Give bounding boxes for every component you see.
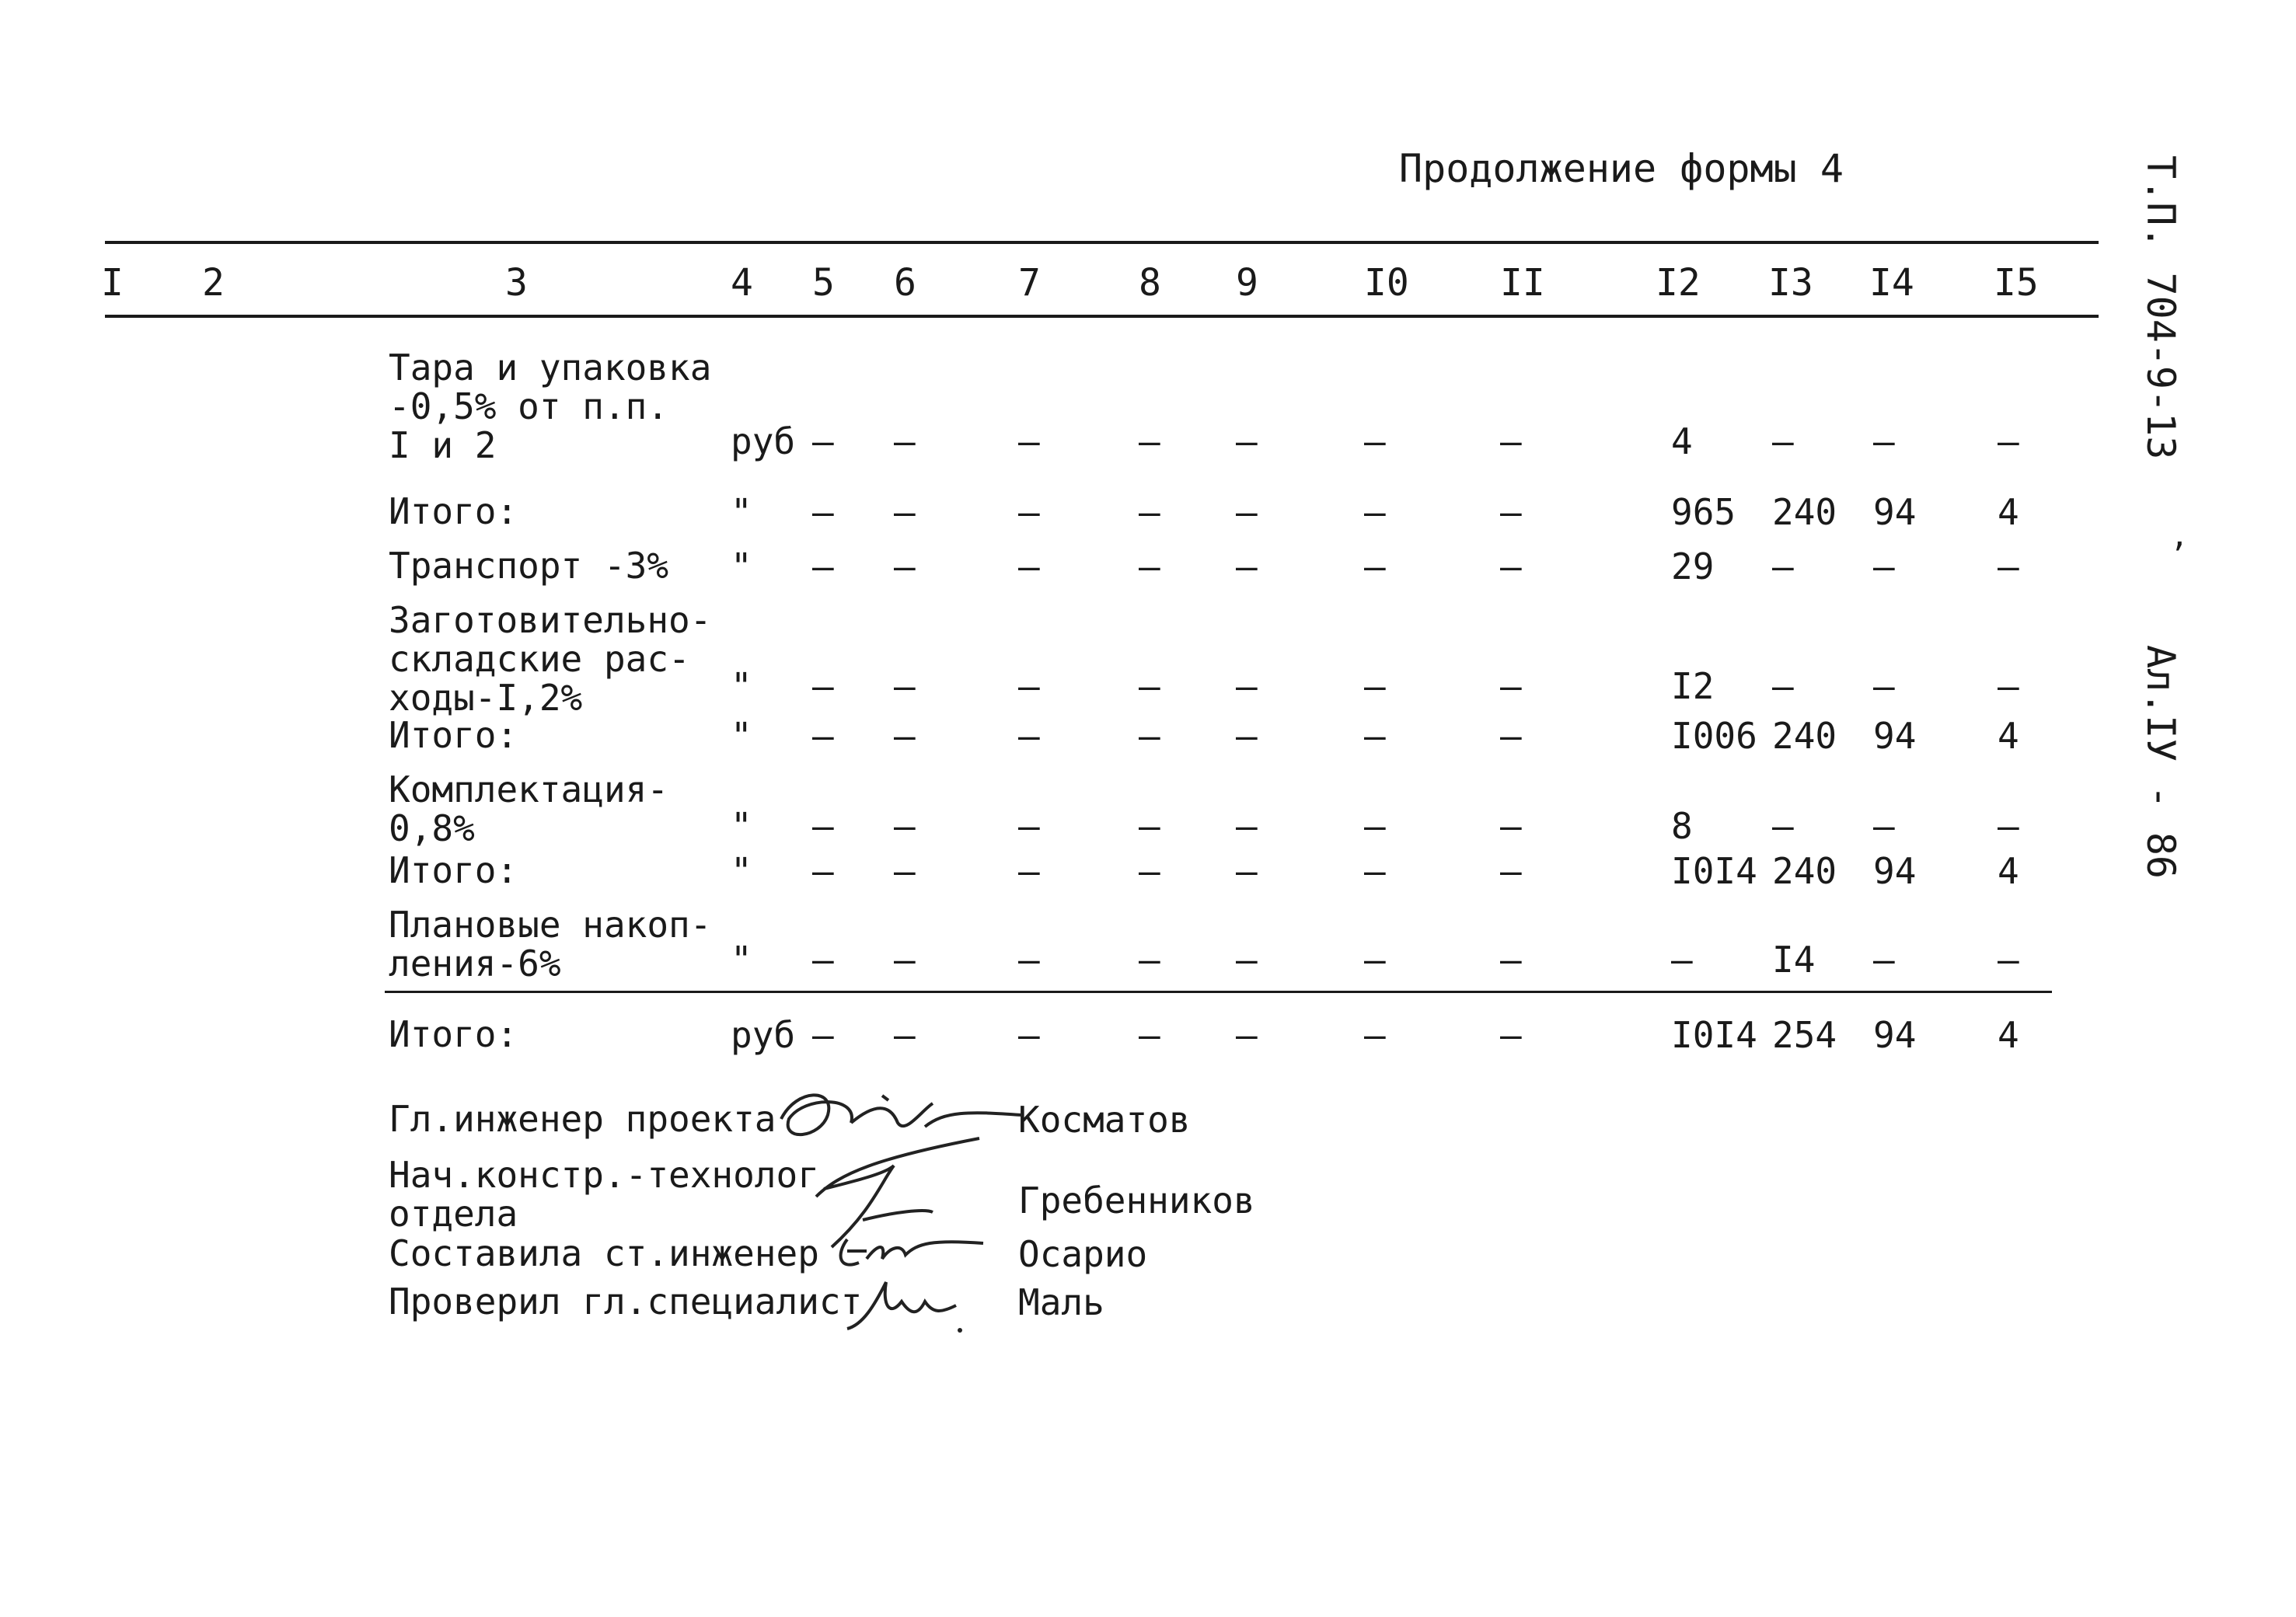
table-row-0-unit: руб bbox=[731, 420, 796, 462]
table-row-5-c12: 8 bbox=[1671, 805, 1693, 847]
column-number: 6 bbox=[894, 261, 916, 305]
table-row-0-c14: – bbox=[1873, 420, 1895, 462]
table-row-5-c14: – bbox=[1873, 805, 1895, 847]
table-row-0-c5: – bbox=[812, 420, 834, 462]
table-row-6-c15: 4 bbox=[1998, 850, 2019, 892]
signature-role-1: Нач.констр.-технолог отдела bbox=[389, 1154, 819, 1235]
table-row-1-c8: – bbox=[1139, 491, 1160, 533]
table-row-6-c6: – bbox=[894, 850, 916, 892]
table-row-5-c11: – bbox=[1500, 805, 1522, 847]
table-row-1-c14: 94 bbox=[1873, 491, 1917, 533]
table-row-2-c15: – bbox=[1998, 545, 2019, 587]
table-row-2-c11: – bbox=[1500, 545, 1522, 587]
table-row-2-unit: " bbox=[731, 545, 752, 587]
table-row-3-c15: – bbox=[1998, 665, 2019, 707]
column-number: 4 bbox=[731, 261, 753, 305]
signature-name-3: Маль bbox=[1018, 1281, 1104, 1323]
table-row-1-c13: 240 bbox=[1772, 491, 1837, 533]
table-row-1-c10: – bbox=[1364, 491, 1386, 533]
column-number: I5 bbox=[1994, 261, 2039, 305]
signature-name-1: Гребенников bbox=[1018, 1180, 1255, 1221]
table-row-0-c12: 4 bbox=[1671, 420, 1693, 462]
table-row-0-c7: – bbox=[1018, 420, 1040, 462]
table-row-0-c9: – bbox=[1236, 420, 1258, 462]
signature-name-0: Косматов bbox=[1018, 1099, 1191, 1141]
table-row-4-c5: – bbox=[812, 715, 834, 757]
table-row-3-c14: – bbox=[1873, 665, 1895, 707]
table-row-4-c14: 94 bbox=[1873, 715, 1917, 757]
column-number: 5 bbox=[812, 261, 835, 305]
table-row-6-c11: – bbox=[1500, 850, 1522, 892]
side-album: Ал.IУ - 86 bbox=[2138, 645, 2183, 880]
total-row-label: Итого: bbox=[389, 1013, 518, 1055]
table-row-1-c11: – bbox=[1500, 491, 1522, 533]
column-number: 9 bbox=[1236, 261, 1258, 305]
signature-osario bbox=[832, 1224, 987, 1278]
table-row-6-label: Итого: bbox=[389, 849, 518, 891]
total-row-c15: 4 bbox=[1998, 1014, 2019, 1056]
table-row-3-c6: – bbox=[894, 665, 916, 707]
total-row-c10: – bbox=[1364, 1014, 1386, 1056]
header-rule-top bbox=[105, 241, 2099, 244]
table-row-0-c6: – bbox=[894, 420, 916, 462]
table-row-4-unit: " bbox=[731, 715, 752, 757]
table-row-7-c14: – bbox=[1873, 939, 1895, 981]
column-number: I3 bbox=[1768, 261, 1813, 305]
table-row-7-c9: – bbox=[1236, 939, 1258, 981]
continuation-title: Продолжение формы 4 bbox=[1399, 146, 1844, 191]
total-row-c5: – bbox=[812, 1014, 834, 1056]
signature-role-0: Гл.инженер проекта bbox=[389, 1098, 776, 1140]
table-row-7-c5: – bbox=[812, 939, 834, 981]
table-row-2-c13: – bbox=[1772, 545, 1794, 587]
table-row-6-c5: – bbox=[812, 850, 834, 892]
table-row-0-label: Тара и упаковка -0,5% от п.п. I и 2 bbox=[389, 347, 712, 466]
table-row-4-c7: – bbox=[1018, 715, 1040, 757]
table-row-6-unit: " bbox=[731, 850, 752, 892]
table-row-5-c5: – bbox=[812, 805, 834, 847]
table-row-3-c13: – bbox=[1772, 665, 1794, 707]
table-row-2-label: Транспорт -3% bbox=[389, 545, 669, 587]
table-row-7-unit: " bbox=[731, 939, 752, 981]
table-row-4-c13: 240 bbox=[1772, 715, 1837, 757]
total-row-c9: – bbox=[1236, 1014, 1258, 1056]
table-row-6-c8: – bbox=[1139, 850, 1160, 892]
table-row-7-c8: – bbox=[1139, 939, 1160, 981]
table-row-2-c7: – bbox=[1018, 545, 1040, 587]
table-row-3-c10: – bbox=[1364, 665, 1386, 707]
table-row-3-c8: – bbox=[1139, 665, 1160, 707]
table-row-3-c7: – bbox=[1018, 665, 1040, 707]
signature-name-2: Осарио bbox=[1018, 1233, 1148, 1275]
total-row-c12: I0I4 bbox=[1671, 1014, 1757, 1056]
total-row-c6: – bbox=[894, 1014, 916, 1056]
table-row-4-c9: – bbox=[1236, 715, 1258, 757]
table-row-2-c5: – bbox=[812, 545, 834, 587]
table-row-4-label: Итого: bbox=[389, 714, 518, 756]
column-number: I0 bbox=[1364, 261, 1409, 305]
table-row-0-c10: – bbox=[1364, 420, 1386, 462]
table-row-0-c8: – bbox=[1139, 420, 1160, 462]
table-row-1-c12: 965 bbox=[1671, 491, 1736, 533]
table-row-0-c11: – bbox=[1500, 420, 1522, 462]
table-row-3-label: Заготовительно- складские рас- ходы-I,2% bbox=[389, 599, 712, 719]
table-row-5-c6: – bbox=[894, 805, 916, 847]
table-row-1-c9: – bbox=[1236, 491, 1258, 533]
signature-role-2: Составила ст.инженер bbox=[389, 1232, 819, 1274]
table-row-5-unit: " bbox=[731, 805, 752, 847]
table-row-5-c8: – bbox=[1139, 805, 1160, 847]
table-row-7-label: Плановые накоп- ления-6% bbox=[389, 904, 712, 984]
table-row-6-c12: I0I4 bbox=[1671, 850, 1757, 892]
table-row-5-c13: – bbox=[1772, 805, 1794, 847]
table-row-1-c15: 4 bbox=[1998, 491, 2019, 533]
table-row-0-c13: – bbox=[1772, 420, 1794, 462]
table-row-7-c11: – bbox=[1500, 939, 1522, 981]
table-row-1-c7: – bbox=[1018, 491, 1040, 533]
table-row-4-c6: – bbox=[894, 715, 916, 757]
table-row-1-c6: – bbox=[894, 491, 916, 533]
table-row-2-c12: 29 bbox=[1671, 545, 1715, 587]
side-mark: , bbox=[2170, 518, 2190, 554]
column-number: 7 bbox=[1018, 261, 1041, 305]
table-row-1-unit: " bbox=[731, 491, 752, 533]
table-row-4-c10: – bbox=[1364, 715, 1386, 757]
table-row-4-c12: I006 bbox=[1671, 715, 1757, 757]
table-row-5-c15: – bbox=[1998, 805, 2019, 847]
column-number: II bbox=[1500, 261, 1545, 305]
total-rule bbox=[385, 991, 2052, 993]
column-number: 8 bbox=[1139, 261, 1161, 305]
table-row-7-c6: – bbox=[894, 939, 916, 981]
column-number: 2 bbox=[202, 261, 225, 305]
table-row-1-label: Итого: bbox=[389, 490, 518, 532]
total-row-c8: – bbox=[1139, 1014, 1160, 1056]
table-row-7-c12: – bbox=[1671, 939, 1693, 981]
signature-role-3: Проверил гл.специалист bbox=[389, 1281, 863, 1323]
table-row-2-c6: – bbox=[894, 545, 916, 587]
table-row-7-c13: I4 bbox=[1772, 939, 1816, 981]
table-row-3-unit: " bbox=[731, 665, 752, 707]
table-row-5-c7: – bbox=[1018, 805, 1040, 847]
table-row-3-c12: I2 bbox=[1671, 665, 1715, 707]
table-row-7-c15: – bbox=[1998, 939, 2019, 981]
table-row-4-c11: – bbox=[1500, 715, 1522, 757]
table-row-2-c10: – bbox=[1364, 545, 1386, 587]
total-row-c13: 254 bbox=[1772, 1014, 1837, 1056]
table-row-6-c13: 240 bbox=[1772, 850, 1837, 892]
table-row-5-c9: – bbox=[1236, 805, 1258, 847]
table-row-3-c9: – bbox=[1236, 665, 1258, 707]
table-row-2-c9: – bbox=[1236, 545, 1258, 587]
table-row-3-c5: – bbox=[812, 665, 834, 707]
total-row-c14: 94 bbox=[1873, 1014, 1917, 1056]
table-row-6-c10: – bbox=[1364, 850, 1386, 892]
column-number: I4 bbox=[1869, 261, 1914, 305]
table-row-5-c10: – bbox=[1364, 805, 1386, 847]
table-row-0-c15: – bbox=[1998, 420, 2019, 462]
signature-mal bbox=[839, 1274, 995, 1336]
total-row-c7: – bbox=[1018, 1014, 1040, 1056]
table-row-3-c11: – bbox=[1500, 665, 1522, 707]
table-row-7-c10: – bbox=[1364, 939, 1386, 981]
header-rule-bottom bbox=[105, 315, 2099, 318]
table-row-6-c14: 94 bbox=[1873, 850, 1917, 892]
table-row-4-c15: 4 bbox=[1998, 715, 2019, 757]
column-number: I2 bbox=[1656, 261, 1701, 305]
table-row-5-label: Комплектация- 0,8% bbox=[389, 768, 669, 849]
table-row-4-c8: – bbox=[1139, 715, 1160, 757]
column-number: I bbox=[101, 261, 124, 305]
total-row-unit: руб bbox=[731, 1014, 796, 1056]
table-row-6-c9: – bbox=[1236, 850, 1258, 892]
table-row-1-c5: – bbox=[812, 491, 834, 533]
column-number: 3 bbox=[505, 261, 528, 305]
table-row-7-c7: – bbox=[1018, 939, 1040, 981]
side-code: Т.П. 704-9-13 bbox=[2138, 155, 2183, 460]
table-row-2-c14: – bbox=[1873, 545, 1895, 587]
total-row-c11: – bbox=[1500, 1014, 1522, 1056]
table-row-6-c7: – bbox=[1018, 850, 1040, 892]
table-row-2-c8: – bbox=[1139, 545, 1160, 587]
